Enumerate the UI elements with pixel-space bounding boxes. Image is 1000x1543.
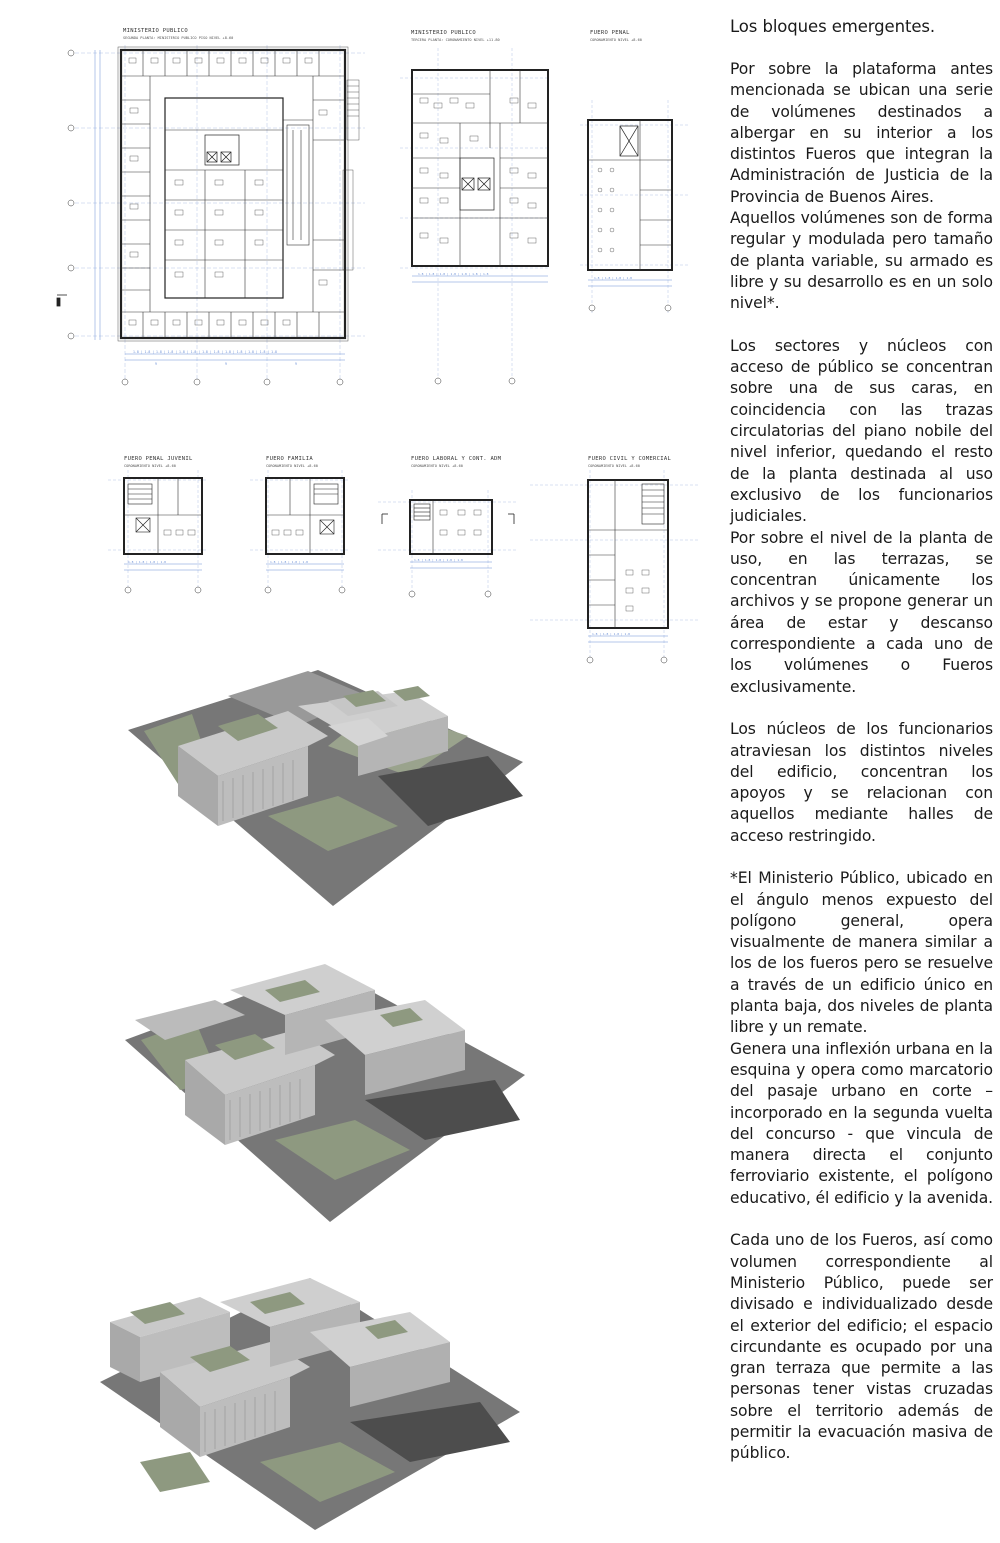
- floor-plan-fuero-penal-juvenil: [108, 470, 208, 600]
- axonometric-render-2: [125, 960, 525, 1234]
- floor-plan-fuero-civil: [530, 470, 700, 670]
- article-paragraph: Por sobre el nivel de la planta de uso, en las terrazas, se concentran únicamente los archivos y se propone generar un área de estar y descanso correspondiente a cada uno de los volúmenes o Fueros exclusivamente.: [730, 528, 993, 696]
- floor-plan-fuero-laboral: [378, 490, 518, 605]
- svg-text:1.8 | 1.8 | 1.8 | 1.8: 1.8 | 1.8 | 1.8 | 1.8: [128, 560, 166, 564]
- floor-plan-fuero-penal: [580, 100, 690, 320]
- plan-subtitle: CORONAMIENTO NIVEL +8.60: [590, 38, 642, 42]
- article-paragraph: Los núcleos de los funcionarios atraviesan los distintos niveles del edificio, concentran los apoyos y se relacionan con aquellos mediante halles de acceso restringido.: [730, 720, 993, 845]
- article-paragraph: Genera una inflexión urbana en la esquina y opera como marcatorio del pasaje urbano en corte – incorporado en la segunda vuelta del concurso - que vincula de manera directa el conjunto ferroviario existente, el polígono educativo, él edificio y la avenida.: [730, 1039, 994, 1207]
- plan-title-fuero-penal-juvenil: FUERO PENAL JUVENIL: [124, 456, 193, 462]
- axonometric-render-3: [100, 1272, 520, 1538]
- article-paragraph: Cada uno de los Fueros, así como volumen correspondiente al Ministerio Público, puede ser divisado e individualizado desde el exterior del edificio; el espacio circundante es ocupado por una gran terraza que permite a las personas tener vistas cruzadas sobre el territorio además de permitir la evacuación masiva de público.: [730, 1231, 993, 1463]
- svg-text:1.8 | 1.8 | 1.8 | 1.8: 1.8 | 1.8 | 1.8 | 1.8: [592, 632, 630, 636]
- plan-subtitle: CORONAMIENTO NIVEL +8.60: [266, 464, 318, 468]
- floor-plan-fuero-familia: [250, 470, 350, 600]
- plan-title-ministerio-publico-2: MINISTERIO PUBLICO: [123, 28, 189, 34]
- plan-title-fuero-laboral: FUERO LABORAL Y CONT. ADM: [411, 456, 502, 462]
- plan-title-fuero-civil: FUERO CIVIL Y COMERCIAL: [588, 456, 672, 462]
- svg-text:9: 9: [295, 362, 297, 366]
- svg-text:9: 9: [155, 362, 157, 366]
- svg-text:9: 9: [225, 362, 227, 366]
- svg-text:1.8 | 1.8 | 1.8 | 1.8: 1.8 | 1.8 | 1.8 | 1.8: [270, 560, 308, 564]
- plan-subtitle: CORONAMIENTO NIVEL +8.60: [588, 464, 640, 468]
- plan-subtitle: TERCERA PLANTA: CORONAMIENTO NIVEL +11.80: [411, 38, 500, 42]
- plan-title-fuero-familia: FUERO FAMILIA: [266, 456, 313, 462]
- article-paragraph: Aquellos volúmenes son de forma regular y modulada pero tamaño de planta variable, su armado es libre y su desarrollo es en un solo nivel*.: [730, 209, 993, 313]
- floor-plan-ministerio-publico-3: [400, 48, 550, 388]
- svg-text:1.8 | 1.8 | 1.8 | 1.8 | 1.8: 1.8 | 1.8 | 1.8 | 1.8 | 1.8: [414, 558, 463, 562]
- article-heading: Los bloques emergentes.: [730, 17, 936, 36]
- plan-subtitle: CORONAMIENTO NIVEL +8.60: [124, 464, 176, 468]
- svg-text:1.8 | 1.8 | 1.8 | 1.8: 1.8 | 1.8 | 1.8 | 1.8: [594, 276, 632, 280]
- svg-text:1.8 | 1.8 | 1.8 | 1.8 | 1.8 |: 1.8 | 1.8 | 1.8 | 1.8 | 1.8 | 1.8 | 1.8 | 1.8 | 1.8 | 1.8 | 1.8 | 1.8 | 1.8: [133, 350, 277, 354]
- article-paragraph: *El Ministerio Público, ubicado en el ángulo menos expuesto del polígono general, opera visualmente de manera similar a los de los fueros pero se resuelve a través de un edificio único en planta baja, dos niveles de planta libre y un remate.: [730, 869, 993, 1037]
- plan-title-fuero-penal: FUERO PENAL: [590, 30, 630, 36]
- article-paragraph: Los sectores y núcleos con acceso de público se concentran sobre una de sus caras, en coincidencia con las trazas circulatorias del piano nobile del nivel inferior, quedando el resto de la planta destinada al uso exclusivo de los funcionarios judiciales.: [730, 336, 993, 526]
- floor-plan-ministerio-publico: [55, 40, 375, 390]
- plan-subtitle: CORONAMIENTO NIVEL +8.60: [411, 464, 463, 468]
- article-paragraph: Por sobre la plataforma antes mencionada se ubican una serie de volúmenes destinados a albergar en su interior a los distintos Fueros que integran la Administración de Justicia de la Provincia de Buenos Aires.: [730, 60, 993, 206]
- svg-text:1.8 | 1.8 | 1.8 | 1.8 | 1.8 |: 1.8 | 1.8 | 1.8 | 1.8 | 1.8 | 1.8 | 1.8: [418, 272, 489, 276]
- article-column: [730, 16, 993, 1486]
- plan-title-ministerio-publico-3: MINISTERIO PUBLICO: [411, 30, 477, 36]
- axonometric-render-1: [128, 666, 528, 920]
- plan-subtitle: SEGUNDA PLANTA: MINISTERIO PUBLICO PISO NIVEL +8.60: [123, 36, 234, 40]
